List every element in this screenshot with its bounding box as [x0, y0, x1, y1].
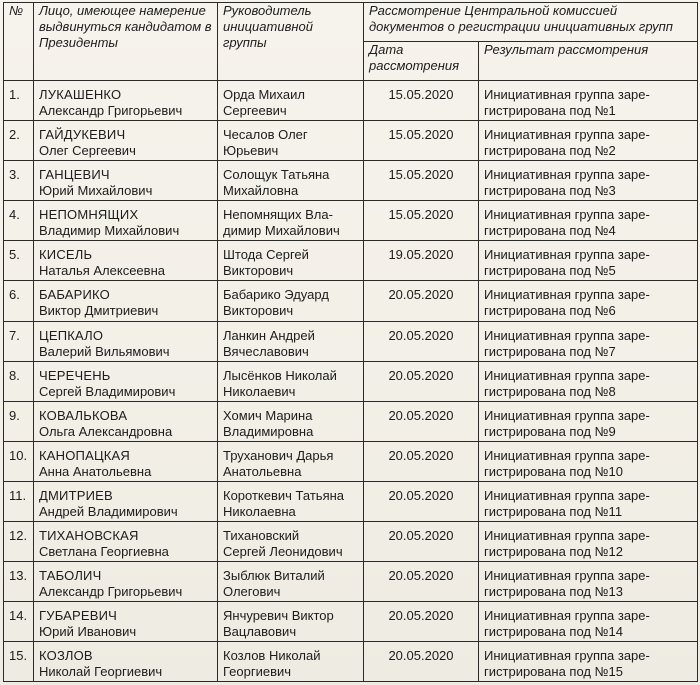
candidate-surname: ЧЕРЕЧЕНЬ: [39, 367, 111, 383]
candidate-name: Владимир Михайлович: [39, 223, 180, 239]
result-line-1: Инициативная группа заре-: [484, 568, 650, 584]
table-row: [4, 642, 698, 682]
review-date: 20.05.2020: [364, 602, 479, 642]
candidate-surname: ЦЕПКАЛО: [39, 327, 104, 343]
result-line-1: Инициативная группа заре-: [484, 327, 650, 343]
result-line-1: Инициативная группа заре-: [484, 447, 650, 463]
table-row: [4, 481, 698, 521]
table-row: [4, 401, 698, 441]
header-result: Результат рассмотрения: [479, 42, 698, 81]
review-date: 20.05.2020: [364, 441, 479, 481]
candidate-name: Анна Анатольевна: [39, 463, 152, 479]
leader-line-1: Хомич Марина: [223, 407, 313, 423]
result-line-2: гистрирована под №11: [484, 503, 623, 519]
candidate-name: Александр Григорьевич: [39, 103, 183, 118]
leader-line-1: Козлов Николай: [223, 648, 321, 664]
leader-line-2: Анатольевна: [223, 463, 302, 479]
result-line-2: гистрирована под №8: [484, 383, 616, 399]
candidate-cell: [34, 281, 218, 321]
candidate-cell: [34, 121, 218, 161]
leader-cell: [218, 241, 364, 281]
leader-line-2: Викторович: [223, 303, 294, 319]
result-line-2: гистрирована под №12: [484, 544, 624, 560]
leader-cell: [218, 281, 364, 321]
table-row: [4, 241, 698, 281]
row-number: 2.: [4, 121, 34, 161]
table-row: [4, 81, 698, 121]
row-number: 14.: [4, 602, 34, 642]
leader-line-1: Бабарико Эдуард: [223, 287, 329, 303]
table-body: [4, 81, 698, 682]
review-date: 20.05.2020: [364, 642, 479, 682]
leader-line-1: Зыблюк Виталий: [223, 568, 325, 584]
review-date: 20.05.2020: [364, 321, 479, 361]
candidate-name: Андрей Владимирович: [39, 503, 178, 519]
row-number: 1.: [4, 81, 34, 121]
result-line-1: Инициативная группа заре-: [484, 247, 650, 263]
review-date: 20.05.2020: [364, 281, 479, 321]
result-line-2: гистрирована под №9: [484, 423, 616, 439]
table-row: [4, 562, 698, 602]
result-line-1: Инициативная группа заре-: [484, 528, 650, 544]
result-line-1: Инициативная группа заре-: [484, 207, 650, 223]
candidate-cell: [34, 562, 218, 602]
row-number: 13.: [4, 562, 34, 602]
result-line-1: Инициативная группа заре-: [484, 367, 650, 383]
leader-line-1: Тихановский: [223, 528, 300, 544]
candidate-cell: [34, 522, 218, 562]
leader-line-1: Чесалов Олег: [223, 127, 308, 143]
row-number: 8.: [4, 361, 34, 401]
candidate-name: Ольга Александровна: [39, 423, 173, 439]
result-cell: [479, 401, 698, 441]
review-date: 20.05.2020: [364, 481, 479, 521]
leader-line-1: Янчуревич Виктор: [223, 608, 334, 624]
result-cell: [479, 602, 698, 642]
leader-cell: [218, 481, 364, 521]
candidate-name: Валерий Вильямович: [39, 343, 170, 359]
header-review: Рассмотрение Центральной комиссией документов о регистрации инициативных групп: [364, 3, 698, 42]
leader-cell: [218, 401, 364, 441]
result-cell: [479, 241, 698, 281]
leader-line-2: Олегович: [223, 584, 281, 600]
row-number: 6.: [4, 281, 34, 321]
candidate-cell: [34, 642, 218, 682]
candidate-name: Олег Сергеевич: [39, 143, 136, 159]
leader-line-1: Труханович Дарья: [223, 447, 334, 463]
leader-line-2: Юрьевич: [223, 143, 279, 159]
leader-cell: [218, 441, 364, 481]
candidate-cell: [34, 241, 218, 281]
candidate-cell: [34, 441, 218, 481]
leader-line-2: Михайловна: [223, 183, 299, 199]
candidate-surname: КОВАЛЬКОВА: [39, 407, 128, 423]
candidate-cell: [34, 481, 218, 521]
result-line-2: гистрирована под №4: [484, 223, 616, 239]
review-date: 20.05.2020: [364, 522, 479, 562]
leader-cell: [218, 161, 364, 201]
row-number: 9.: [4, 401, 34, 441]
result-line-2: гистрирована под №13: [484, 584, 624, 600]
candidate-surname: ДМИТРИЕВ: [39, 487, 113, 503]
candidate-name: Наталья Алексеевна: [39, 263, 165, 279]
result-line-1: Инициативная группа заре-: [484, 648, 650, 664]
leader-cell: [218, 562, 364, 602]
result-line-2: гистрирована под №5: [484, 263, 616, 279]
result-line-1: Инициативная группа заре-: [484, 287, 650, 303]
leader-line-2: Вячеславович: [223, 343, 309, 359]
result-line-1: Инициативная группа заре-: [484, 87, 650, 102]
header-date: Дата рассмотрения: [364, 42, 479, 81]
result-line-2: гистрирована под №7: [484, 343, 616, 359]
result-line-2: гистрирована под №1: [484, 103, 616, 118]
candidate-surname: КОЗЛОВ: [39, 648, 93, 664]
candidate-surname: ГАНЦЕВИЧ: [39, 167, 110, 183]
result-cell: [479, 201, 698, 241]
result-line-2: гистрирована под №6: [484, 303, 616, 319]
table-row: [4, 281, 698, 321]
leader-cell: [218, 201, 364, 241]
candidate-surname: БАБАРИКО: [39, 287, 110, 303]
candidate-cell: [34, 81, 218, 121]
leader-line-2: Георгиевич: [223, 664, 292, 680]
leader-cell: [218, 81, 364, 121]
leader-line-2: Николаевич: [223, 383, 296, 399]
candidate-cell: [34, 321, 218, 361]
row-number: 3.: [4, 161, 34, 201]
leader-line-1: Солощук Татьяна: [223, 167, 330, 183]
result-cell: [479, 161, 698, 201]
result-cell: [479, 361, 698, 401]
result-cell: [479, 481, 698, 521]
leader-cell: [218, 642, 364, 682]
result-cell: [479, 121, 698, 161]
candidate-cell: [34, 401, 218, 441]
leader-line-2: Викторович: [223, 263, 294, 279]
review-date: 15.05.2020: [364, 201, 479, 241]
row-number: 12.: [4, 522, 34, 562]
result-cell: [479, 562, 698, 602]
leader-line-2: Николаевна: [223, 503, 296, 519]
table-row: [4, 441, 698, 481]
candidate-cell: [34, 201, 218, 241]
result-line-1: Инициативная группа заре-: [484, 127, 650, 143]
leader-line-1: Ланкин Андрей: [223, 327, 315, 343]
table-row: [4, 201, 698, 241]
leader-cell: [218, 361, 364, 401]
candidate-surname: ТИХАНОВСКАЯ: [39, 528, 139, 544]
result-line-2: гистрирована под №10: [484, 463, 624, 479]
review-date: 15.05.2020: [364, 161, 479, 201]
result-line-1: Инициативная группа заре-: [484, 407, 650, 423]
table-row: [4, 161, 698, 201]
review-date: 20.05.2020: [364, 361, 479, 401]
leader-line-2: Вацлавович: [223, 624, 297, 640]
leader-line-2: димир Михайлович: [223, 223, 340, 239]
header-leader: Руководитель инициативной группы: [218, 3, 364, 81]
result-line-2: гистрирована под №14: [484, 624, 624, 640]
review-date: 15.05.2020: [364, 121, 479, 161]
row-number: 10.: [4, 441, 34, 481]
candidate-name: Юрий Иванович: [39, 624, 137, 640]
candidate-cell: [34, 361, 218, 401]
table-row: [4, 121, 698, 161]
candidate-surname: КИСЕЛЬ: [39, 247, 93, 263]
leader-line-2: Сергеевич: [223, 103, 287, 118]
candidate-cell: [34, 602, 218, 642]
table-row: [4, 361, 698, 401]
candidate-name: Сергей Владимирович: [39, 383, 176, 399]
candidate-surname: КАНОПАЦКАЯ: [39, 447, 131, 463]
leader-line-2: Владимировна: [223, 423, 314, 439]
review-date: 15.05.2020: [364, 81, 479, 121]
leader-line-1: Короткевич Татьяна: [223, 487, 345, 503]
result-cell: [479, 281, 698, 321]
result-line-1: Инициативная группа заре-: [484, 487, 650, 503]
review-date: 20.05.2020: [364, 562, 479, 602]
candidate-name: Николай Георгиевич: [39, 664, 163, 680]
row-number: 7.: [4, 321, 34, 361]
candidate-name: Юрий Михайлович: [39, 183, 153, 199]
candidate-name: Светлана Георгиевна: [39, 544, 169, 560]
row-number: 4.: [4, 201, 34, 241]
leader-cell: [218, 121, 364, 161]
result-line-2: гистрирована под №3: [484, 183, 616, 199]
review-date: 20.05.2020: [364, 401, 479, 441]
candidate-surname: НЕПОМНЯЩИХ: [39, 207, 139, 223]
result-cell: [479, 642, 698, 682]
leader-line-1: Орда Михаил: [223, 87, 305, 102]
result-line-1: Инициативная группа заре-: [484, 608, 650, 624]
candidate-surname: ТАБОЛИЧ: [39, 568, 102, 584]
table-row: [4, 522, 698, 562]
candidate-name: Виктор Дмитриевич: [39, 303, 159, 319]
table-row: [4, 602, 698, 642]
registration-table: [3, 2, 698, 682]
candidate-surname: ГАЙДУКЕВИЧ: [39, 127, 126, 143]
leader-line-2: Сергей Леонидович: [223, 544, 343, 560]
result-line-2: гистрирована под №2: [484, 143, 616, 159]
candidate-surname: ЛУКАШЕНКО: [39, 87, 122, 102]
result-cell: [479, 321, 698, 361]
candidate-name: Александр Григорьевич: [39, 584, 183, 600]
result-cell: [479, 522, 698, 562]
leader-cell: [218, 321, 364, 361]
header-num: №: [4, 3, 34, 81]
leader-cell: [218, 522, 364, 562]
leader-line-1: Непомнящих Вла-: [223, 207, 333, 223]
candidate-surname: ГУБАРЕВИЧ: [39, 608, 118, 624]
result-line-1: Инициативная группа заре-: [484, 167, 650, 183]
header-candidate: Лицо, имеющее намерение выдвинуться кандидатом в Президенты: [34, 3, 218, 81]
result-cell: [479, 81, 698, 121]
result-cell: [479, 441, 698, 481]
row-number: 5.: [4, 241, 34, 281]
row-number: 15.: [4, 642, 34, 682]
candidate-cell: [34, 161, 218, 201]
result-line-2: гистрирована под №15: [484, 664, 624, 680]
row-number: 11.: [4, 481, 34, 521]
review-date: 19.05.2020: [364, 241, 479, 281]
table-row: [4, 321, 698, 361]
leader-line-1: Штода Сергей: [223, 247, 309, 263]
leader-cell: [218, 602, 364, 642]
leader-line-1: Лысёнков Николай: [223, 367, 337, 383]
